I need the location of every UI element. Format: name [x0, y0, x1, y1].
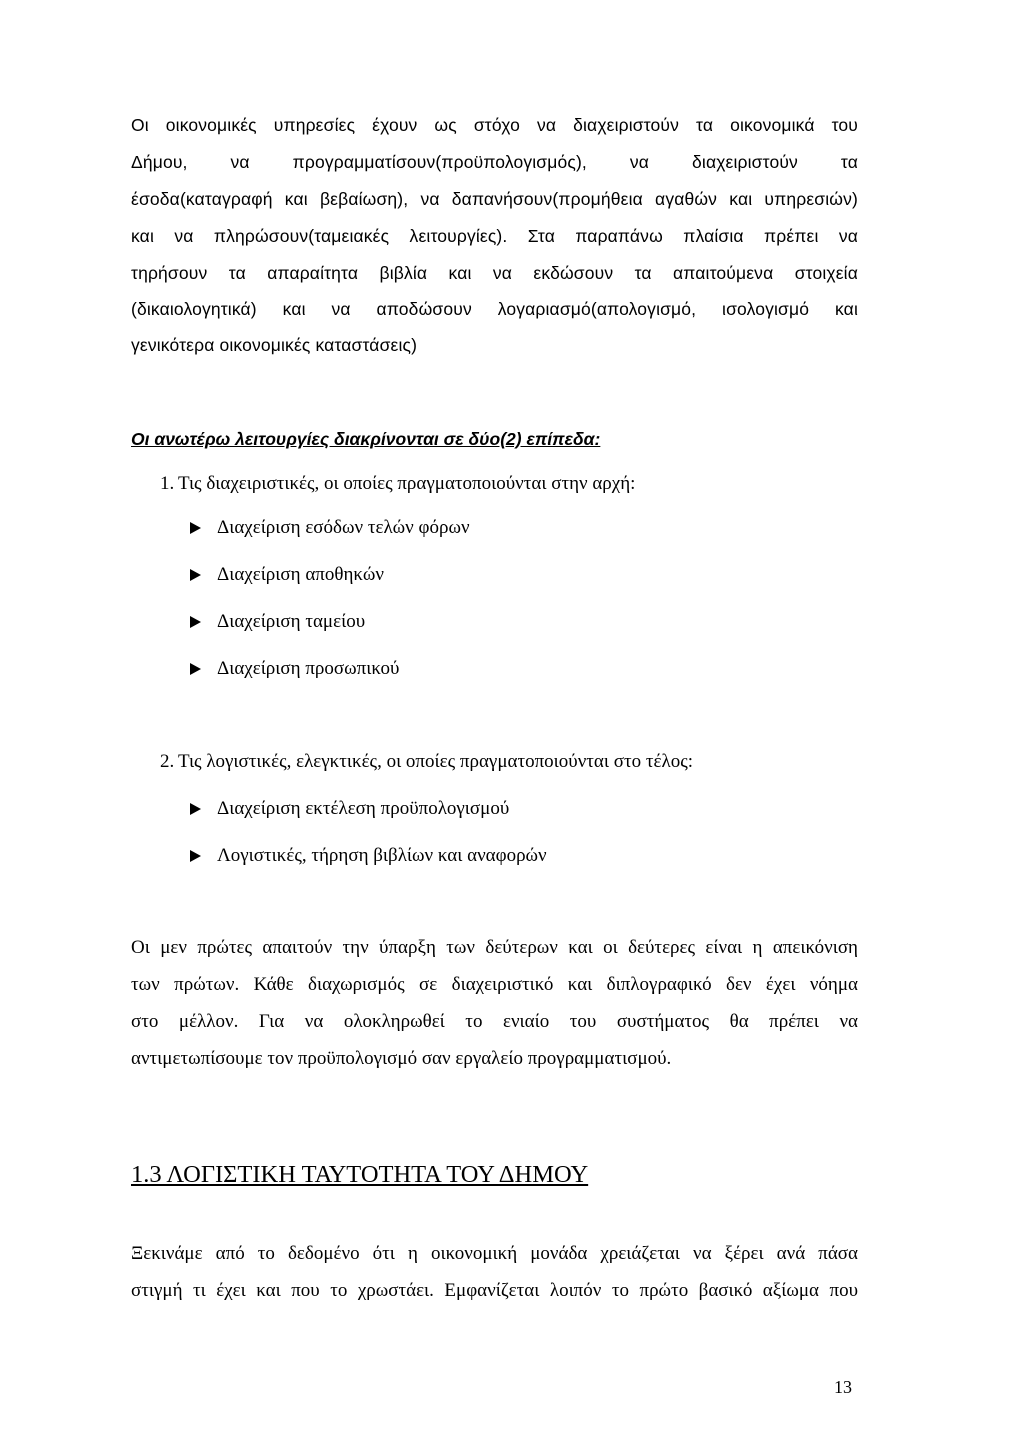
bullet-item: [190, 657, 399, 681]
paragraph-line: Οι οικονομικές υπηρεσίες έχουν ως στόχο να διαχειριστούν τα οικονομικά του: [131, 115, 858, 135]
bullet-item: [190, 563, 384, 587]
paragraph-line: τηρήσουν τα απαραίτητα βιβλία και να εκδώσουν τα απαιτούμενα στοιχεία: [131, 263, 858, 283]
bullet-item: [190, 516, 470, 540]
paragraph-line: έσοδα(καταγραφή και βεβαίωση), να δαπανήσουν(προμήθεια αγαθών και υπηρεσιών): [131, 189, 858, 209]
list-number: 2.: [160, 751, 175, 772]
paragraph-line: (δικαιολογητικά) και να αποδώσουν λογαριασμό(απολογισμό, ισολογισμό και: [131, 299, 858, 319]
bullet-item: [190, 610, 365, 634]
paragraph-line: αντιμετωπίσουμε τον προϋπολογισμό σαν εργαλείο προγραμματισμού.: [131, 1048, 672, 1069]
paragraph-line: γενικότερα οικονομικές καταστάσεις): [131, 335, 418, 355]
bullet-text: Διαχείριση ταμείου: [217, 611, 366, 632]
arrow-bullet-icon: [190, 522, 201, 534]
paragraph-line: Οι μεν πρώτες απαιτούν την ύπαρξη των δεύτερων και οι δεύτερες είναι η απεικόνιση: [131, 937, 858, 958]
paragraph-line: στο μέλλον. Για να ολοκληρωθεί το ενιαίο του συστήματος θα πρέπει να: [131, 1011, 858, 1032]
paragraph-line: Ξεκινάμε από το δεδομένο ότι η οικονομική μονάδα χρειάζεται να ξέρει ανά πάσα: [131, 1243, 858, 1264]
paragraph-line: στιγμή τι έχει και που το χρωστάει. Εμφανίζεται λοιπόν το πρώτο βασικό αξίωμα που: [131, 1280, 858, 1301]
list-item-text: Τις διαχειριστικές, οι οποίες πραγματοποιούνται στην αρχή:: [178, 473, 636, 494]
list-number: 1.: [160, 473, 175, 494]
arrow-bullet-icon: [190, 569, 201, 581]
bullet-text: Λογιστικές, τήρηση βιβλίων και αναφορών: [217, 845, 547, 866]
bullet-text: Διαχείριση εσόδων τελών φόρων: [217, 517, 470, 538]
section-heading: 1.3 ΛΟΓΙΣΤΙΚΗ ΤΑΥΤΟΤΗΤΑ ΤΟΥ ΔΗΜΟΥ: [131, 1161, 589, 1188]
bullet-item: [190, 844, 547, 868]
arrow-bullet-icon: [190, 663, 201, 675]
bullet-item: [190, 797, 509, 821]
bullet-text: Διαχείριση προσωπικού: [217, 658, 400, 679]
list-item-text: Τις λογιστικές, ελεγκτικές, οι οποίες πραγματοποιούνται στο τέλος:: [178, 751, 694, 772]
arrow-bullet-icon: [190, 850, 201, 862]
paragraph-line: Δήμου, να προγραμματίσουν(προϋπολογισμός), να διαχειριστούν τα: [131, 152, 858, 172]
arrow-bullet-icon: [190, 803, 201, 815]
subheading: Οι ανωτέρω λειτουργίες διακρίνονται σε δύο(2) επίπεδα:: [131, 429, 601, 449]
bullet-text: Διαχείριση εκτέλεση προϋπολογισμού: [217, 798, 510, 819]
paragraph-line: των πρώτων. Κάθε διαχωρισμός σε διαχειριστικό και διπλογραφικό δεν έχει νόημα: [131, 974, 858, 995]
bullet-text: Διαχείριση αποθηκών: [217, 564, 384, 585]
paragraph-line: και να πληρώσουν(ταμειακές λειτουργίες). Στα παραπάνω πλαίσια πρέπει να: [131, 226, 858, 246]
page-number: 13: [834, 1377, 852, 1397]
arrow-bullet-icon: [190, 616, 201, 628]
